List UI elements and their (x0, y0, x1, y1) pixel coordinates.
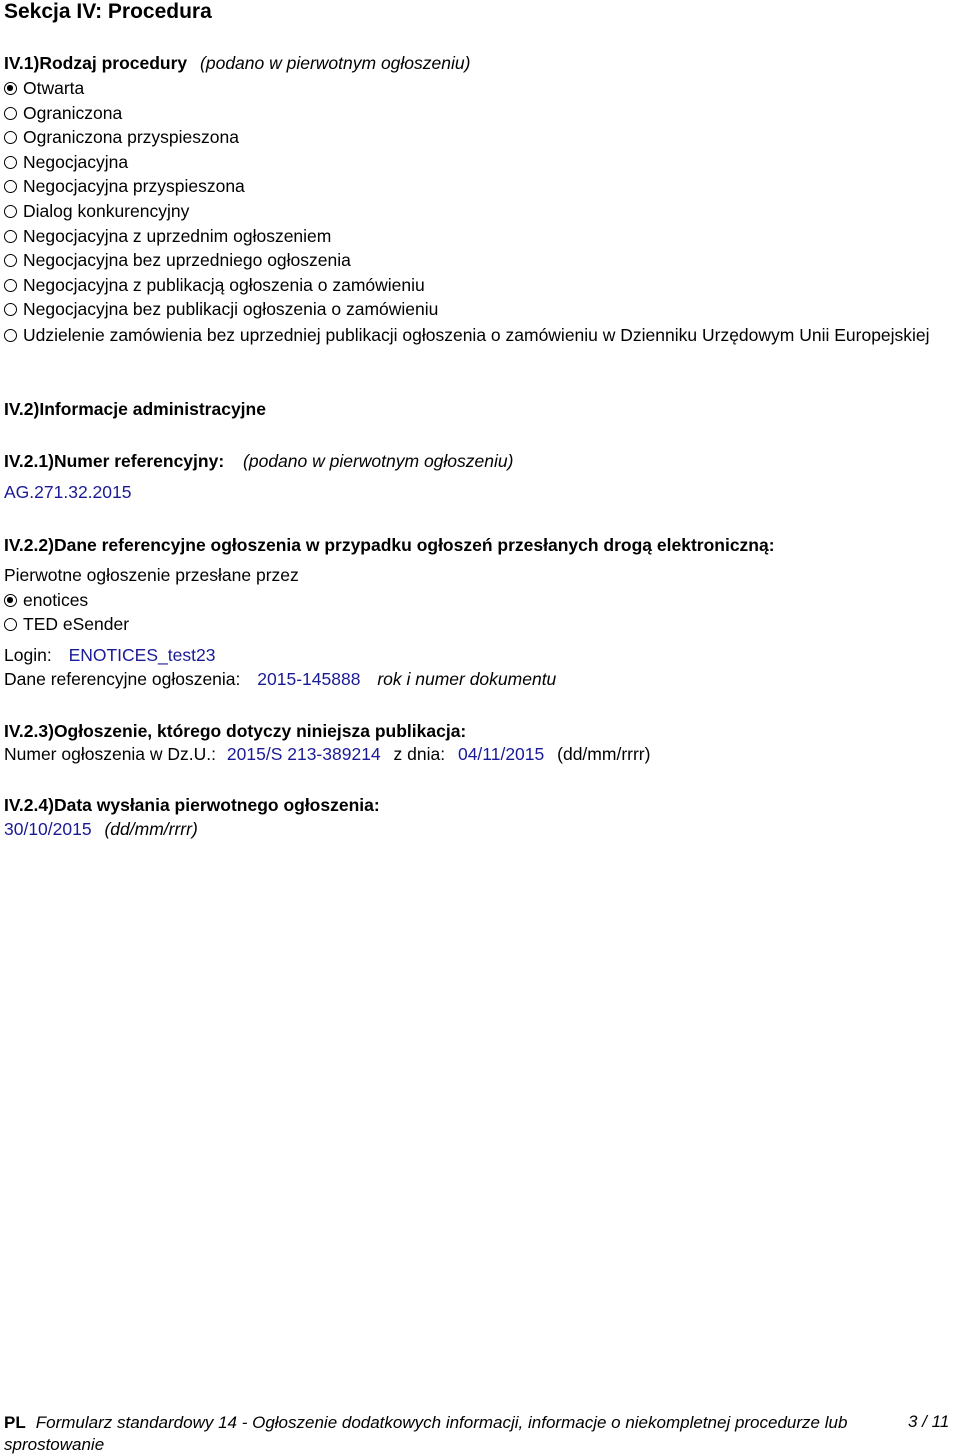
ref-number-heading: IV.2.1)Numer referencyjny: (4, 451, 225, 471)
procedure-option-label: Dialog konkurencyjny (23, 201, 190, 221)
sent-option-ted-esender[interactable] (4, 614, 129, 635)
procedure-option-label: Udzielenie zamówienia bez uprzedniej publikacji ogłoszenia o zamówieniu w Dzienniku Urzędowym Unii Europejskiej (23, 325, 930, 345)
notice-row (4, 744, 650, 765)
procedure-option[interactable] (4, 201, 189, 222)
procedure-option[interactable] (4, 250, 351, 271)
edata-heading: IV.2.2)Dane referencyjne ogłoszenia w przypadku ogłoszeń przesłanych drogą elektroniczną: (4, 535, 775, 555)
doc-ref-row (4, 669, 556, 690)
procedure-option-label: Negocjacyjna z uprzednim ogłoszeniem (23, 225, 332, 246)
iv1-heading-row (4, 53, 470, 74)
footer-form-title: Formularz standardowy 14 - Ogłoszenie dodatkowych informacji, informacje o niekompletnej procedurze lub sprostowanie (4, 1413, 848, 1454)
login-label: Login: (4, 645, 52, 665)
procedure-option-label: Ograniczona przyspieszona (23, 127, 239, 148)
radio-unchecked-icon (4, 329, 17, 342)
radio-unchecked-icon (4, 230, 17, 243)
doc-ref-value: 2015-145888 (257, 669, 361, 689)
procedure-option[interactable] (4, 78, 84, 99)
radio-unchecked-icon (4, 618, 17, 631)
procedure-option-label: Negocjacyjna (23, 151, 129, 172)
radio-unchecked-icon (4, 254, 17, 267)
login-row (4, 645, 215, 666)
sent-via-label: Pierwotne ogłoszenie przesłane przez (4, 565, 299, 585)
ref-number-note: (podano w pierwotnym ogłoszeniu) (243, 451, 514, 471)
radio-unchecked-icon (4, 303, 17, 316)
procedure-option-label: Negocjacyjna bez publikacji ogłoszenia o zamówieniu (23, 299, 439, 320)
dispatch-date: 30/10/2015 (4, 819, 92, 839)
radio-checked-icon (4, 82, 17, 95)
radio-unchecked-icon (4, 156, 17, 169)
procedure-option[interactable] (4, 275, 425, 296)
notice-number: 2015/S 213-389214 (226, 744, 381, 764)
notice-date-format: (dd/mm/rrrr) (557, 744, 651, 764)
footer-lang: PL (4, 1413, 26, 1432)
sent-option-label: TED eSender (23, 614, 130, 634)
notice-heading: IV.2.3)Ogłoszenie, którego dotyczy niniejsza publikacja: (4, 721, 467, 741)
procedure-option[interactable] (4, 226, 331, 247)
ref-number-row (4, 451, 513, 472)
section-title: Sekcja IV: Procedura (4, 0, 212, 23)
radio-unchecked-icon (4, 131, 17, 144)
procedure-option-label: Negocjacyjna z publikacją ogłoszenia o zamówieniu (23, 274, 425, 295)
procedure-option[interactable] (4, 152, 128, 173)
procedure-option[interactable] (4, 127, 239, 148)
radio-unchecked-icon (4, 180, 17, 193)
radio-unchecked-icon (4, 107, 17, 120)
procedure-option-label: Otwarta (23, 78, 85, 98)
doc-ref-note: rok i numer dokumentu (377, 669, 557, 689)
procedure-option[interactable] (4, 103, 122, 124)
procedure-option[interactable] (4, 176, 245, 197)
iv2-heading: IV.2)Informacje administracyjne (4, 399, 266, 419)
iv1-heading: IV.1)Rodzaj procedury (4, 53, 188, 73)
dispatch-row (4, 819, 198, 840)
radio-checked-icon (4, 594, 17, 607)
procedure-option-label: Ograniczona (23, 102, 123, 123)
radio-unchecked-icon (4, 279, 17, 292)
sent-option-enotices[interactable] (4, 590, 88, 611)
dispatch-heading: IV.2.4)Data wysłania pierwotnego ogłoszenia: (4, 795, 380, 815)
ref-number-value: AG.271.32.2015 (4, 482, 132, 502)
notice-date: 04/11/2015 (457, 744, 545, 764)
procedure-option[interactable] (4, 299, 438, 320)
procedure-option-label: Negocjacyjna bez uprzedniego ogłoszenia (23, 250, 351, 271)
notice-date-label: z dnia: (393, 744, 446, 764)
page-number: 3 / 11 (908, 1412, 950, 1431)
procedure-option-label: Negocjacyjna przyspieszona (23, 176, 245, 197)
doc-ref-label: Dane referencyjne ogłoszenia: (4, 669, 241, 689)
dispatch-date-format: (dd/mm/rrrr) (104, 819, 198, 839)
login-value: ENOTICES_test23 (68, 645, 216, 665)
iv1-note: (podano w pierwotnym ogłoszeniu) (200, 53, 471, 73)
notice-label: Numer ogłoszenia w Dz.U.: (4, 744, 217, 764)
procedure-option[interactable] (4, 323, 934, 347)
sent-option-label: enotices (23, 590, 89, 610)
footer (4, 1412, 874, 1456)
radio-unchecked-icon (4, 205, 17, 218)
